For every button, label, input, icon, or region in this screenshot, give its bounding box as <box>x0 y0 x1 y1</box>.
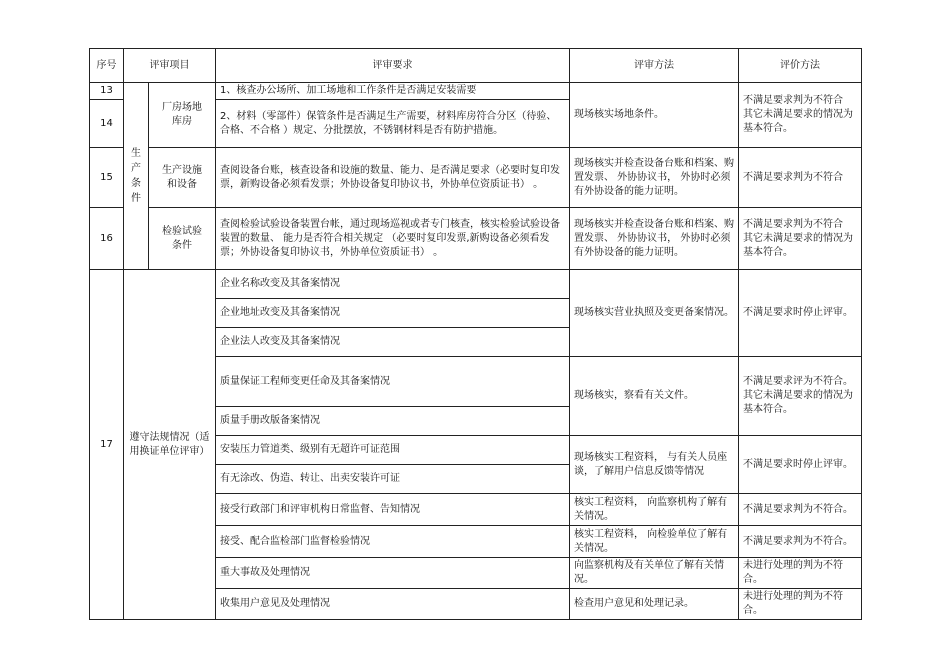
requirement-cell: 安装压力管道类、级别有无超许可证范围 <box>216 436 570 465</box>
table-row <box>90 148 862 208</box>
requirement-cell: 质量手册改版备案情况 <box>216 407 570 436</box>
requirement-cell: 重大事故及处理情况 <box>216 558 570 589</box>
evaluation-cell: 未进行处理的判为不符合。 <box>739 589 862 620</box>
method-cell: 现场核实并检查设备台账和档案、购置发票、 外协协议书， 外协时必须有外协设备的能力证明。 <box>570 208 739 270</box>
method-cell: 检查用户意见和处理记录。 <box>570 589 739 620</box>
method-cell: 现场核实营业执照及变更备案情况。 <box>570 270 739 357</box>
review-table <box>89 48 862 620</box>
requirement-cell: 接受行政部门和评审机构日常监督、告知情况 <box>216 494 570 526</box>
requirement-cell: 企业地址改变及其备案情况 <box>216 299 570 328</box>
evaluation-cell: 不满足要求判为不符合 <box>739 148 862 208</box>
method-cell: 现场核实工程资料， 与有关人员座谈，了解用户信息反馈等情况 <box>570 436 739 494</box>
evaluation-cell: 不满足要求评为不符合。 其它未满足要求的情况为基本符合。 <box>739 357 862 436</box>
method-cell: 现场核实，察看有关文件。 <box>570 357 739 436</box>
header-evaluation: 评价方法 <box>739 49 862 83</box>
method-cell: 核实工程资料， 向监察机构了解有关情况。 <box>570 494 739 526</box>
row-number: 13 <box>90 83 124 100</box>
header-method: 评审方法 <box>570 49 739 83</box>
requirement-cell: 接受、配合监检部门监督检验情况 <box>216 526 570 558</box>
evaluation-cell: 不满足要求判为不符合 其它未满足要求的情况为基本符合。 <box>739 208 862 270</box>
header-item: 评审项目 <box>124 49 216 83</box>
sub-item-inspection: 检验试验 条件 <box>149 208 216 270</box>
row-number: 17 <box>90 270 124 620</box>
row-number: 16 <box>90 208 124 270</box>
requirement-cell: 质量保证工程师变更任命及其备案情况 <box>216 357 570 407</box>
requirement-cell: 1、核查办公场所、加工场地和工作条件是否满足安装需要 <box>216 83 570 100</box>
table-row <box>90 208 862 270</box>
method-cell: 现场核实场地条件。 <box>570 83 739 148</box>
table-row <box>90 270 862 299</box>
group-label-compliance: 遵守法规情况（适用换证单位评审） <box>124 270 216 620</box>
method-cell: 核实工程资料， 向检验单位了解有关情况。 <box>570 526 739 558</box>
method-cell: 向监察机构及有关单位了解有关情况。 <box>570 558 739 589</box>
requirement-cell: 收集用户意见及处理情况 <box>216 589 570 620</box>
evaluation-cell: 不满足要求时停止评审。 <box>739 270 862 357</box>
method-cell: 现场核实并检查设备台账和档案、购置发票、 外协协议书， 外协时必须有外协设备的能力证明。 <box>570 148 739 208</box>
requirement-cell: 有无涂改、伪造、转让、出卖安装许可证 <box>216 465 570 494</box>
header-no: 序号 <box>90 49 124 83</box>
header-row <box>90 49 862 83</box>
evaluation-cell: 不满足要求判为不符合。 <box>739 494 862 526</box>
row-number: 15 <box>90 148 124 208</box>
requirement-cell: 查阅设备台账，核查设备和设施的数量、能力、是否满足要求（必要时复印发票，新购设备必须看发票；外协设备复印协议书，外协单位资质证书） 。 <box>216 148 570 208</box>
sub-item-workshop: 厂房场地 库房 <box>149 83 216 148</box>
group-label-production: 生产条件 <box>124 83 149 270</box>
evaluation-cell: 不满足要求时停止评审。 <box>739 436 862 494</box>
evaluation-cell: 不满足要求判为不符合。 <box>739 526 862 558</box>
header-requirement: 评审要求 <box>216 49 570 83</box>
evaluation-cell: 不满足要求判为不符合 其它未满足要求的情况为基本符合。 <box>739 83 862 148</box>
requirement-cell: 2、材料（零部件）保管条件是否满足生产需要，材料库房符合分区（待验、合格、不合格 ）规定、分批摆放，不锈钢材料是否有防护措施。 <box>216 100 570 148</box>
row-number: 14 <box>90 100 124 148</box>
evaluation-cell: 未进行处理的判为不符合。 <box>739 558 862 589</box>
table-row <box>90 83 862 100</box>
requirement-cell: 查阅检验试验设备装置台帐，通过现场巡视或者专门核查，核实检验试验设备装置的数量、 能力是否符合相关规定 （必要时复印发票,新购设备必须看发票；外协设备复印协议书，外协单位资质证书） 。 <box>216 208 570 270</box>
requirement-cell: 企业名称改变及其备案情况 <box>216 270 570 299</box>
sub-item-facilities: 生产设施 和设备 <box>149 148 216 208</box>
requirement-cell: 企业法人改变及其备案情况 <box>216 328 570 357</box>
